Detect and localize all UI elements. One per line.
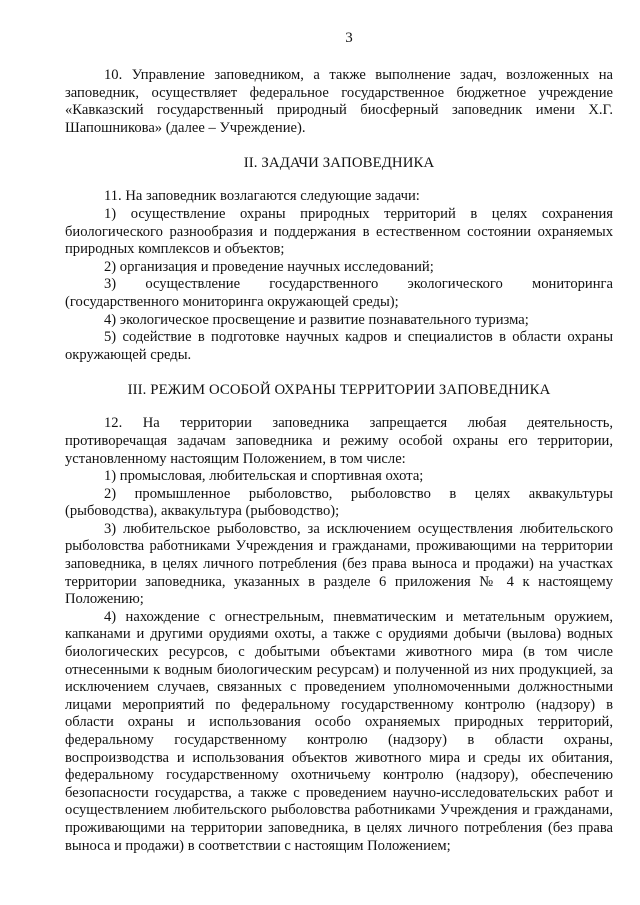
- list-item-prohibition-3: 3) любительское рыболовство, за исключением осуществления любительского рыболовства работниками Учреждения и гражданами, проживающими на территории заповедника, в целях личного потребления (без права выноса и продажи) на участках территории заповедника, указанных в разделе 6 приложения № 4 к настоящему Положению;: [65, 520, 613, 608]
- paragraph-10: 10. Управление заповедником, а также выполнение задач, возложенных на заповедник, осуществляет федеральное государственное бюджетное учреждение «Кавказский государственный природный биосферный заповедник имени Х.Г. Шапошникова» (далее – Учреждение).: [65, 67, 613, 136]
- list-item-prohibition-2: 2) промышленное рыболовство, рыболовство в целях аквакультуры (рыбоводства), аквакультура (рыбоводство);: [65, 485, 613, 520]
- section-heading-tasks: II. ЗАДАЧИ ЗАПОВЕДНИКА: [243, 155, 435, 172]
- list-item-task-3: 3) осуществление государственного экологического мониторинга (государственного мониторинга окружающей среды);: [65, 276, 613, 310]
- list-item-task-2: 2) организация и проведение научных исследований;: [104, 258, 434, 275]
- paragraph-11: 11. На заповедник возлагаются следующие задачи:: [104, 188, 420, 205]
- paragraph-12: 12. На территории заповедника запрещается любая деятельность, противоречащая задачам заповедника и режиму особой охраны его территории, установленному настоящим Положением, в том числе:: [65, 415, 613, 467]
- list-item-prohibition-1: 1) промысловая, любительская и спортивная охота;: [104, 468, 424, 485]
- list-item-task-1: 1) осуществление охраны природных территорий в целях сохранения биологического разнообразия и поддержания в естественном состоянии охраняемых природных комплексов и объектов;: [65, 205, 613, 258]
- list-item-prohibition-4: 4) нахождение с огнестрельным, пневматическим и метательным оружием, капканами и другими орудиями охоты, а также с орудиями добычи (вылова) водных биологических ресурсов, с добытыми объектами животного мира (в том числе отнесенными к водным биологическим ресурсам) и полученной из них продукцией, за исключением случаев, связанных с проведением уполномоченными должностными лицами мероприятий по федеральному государственному контролю (надзору) в области охраны и использования особо охраняемых природных территорий, федеральному государственному контролю (надзору) в области охраны, воспроизводства и использования объектов животного мира и среды их обитания, федеральному государственному охотничьему контролю (надзору), обеспечению безопасности государства, а также с проведением научно-исследовательских работ и осуществлением любительского рыболовства работниками Учреждения и гражданами, проживающими на территории заповедника, в целях личного потребления (без права выноса и продажи) в соответствии с настоящим Положением;: [65, 608, 613, 854]
- page-number: 3: [345, 30, 353, 46]
- list-item-task-5: 5) содействие в подготовке научных кадров и специалистов в области охраны окружающей среды.: [65, 329, 613, 363]
- section-heading-regime: III. РЕЖИМ ОСОБОЙ ОХРАНЫ ТЕРРИТОРИИ ЗАПОВЕДНИКА: [127, 382, 551, 399]
- list-item-task-4: 4) экологическое просвещение и развитие познавательного туризма;: [104, 311, 529, 328]
